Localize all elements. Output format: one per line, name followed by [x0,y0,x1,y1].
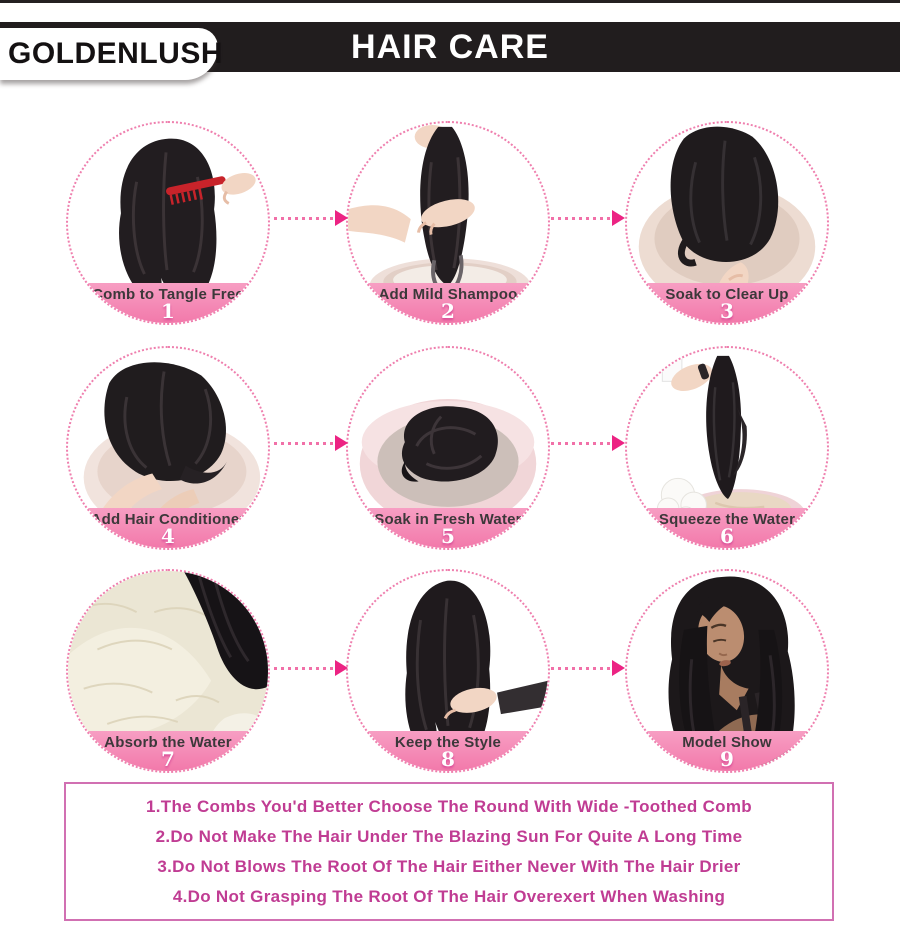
arrow-right-icon [274,660,348,676]
arrow-right-icon [274,435,348,451]
step-number: 9 [720,747,734,771]
arrow-right-icon [551,660,625,676]
step-5 [346,346,550,550]
step-number: 7 [161,747,175,771]
step-2-band [346,283,550,325]
step-4 [66,346,270,550]
step-label: Soak to Clear Up [665,286,789,303]
step-label: Model Show [682,734,772,751]
step-1-band [66,283,270,325]
step-7 [66,569,270,773]
step-number: 8 [441,747,455,771]
step-2-circle [346,121,550,325]
care-tip: 4.Do Not Grasping The Root Of The Hair Overexert When Washing [172,887,726,906]
top-border-line [0,0,900,3]
arrow-right-icon [551,435,625,451]
step-number: 4 [161,524,175,548]
step-number: 2 [441,299,455,323]
step-label: Soak in Fresh Water [374,511,522,528]
brand-name: GOLDENLUSH [8,37,223,70]
step-number: 3 [720,299,734,323]
page-title: HAIR CARE [351,28,549,66]
arrow-right-icon [274,210,348,226]
step-number: 6 [720,524,734,548]
step-number: 5 [441,524,455,548]
step-2 [346,121,550,325]
step-label: Absorb the Water [104,734,232,751]
step-label: Comb to Tangle Free [92,286,244,303]
step-9-circle [625,569,829,773]
step-label: Keep the Style [394,734,502,751]
step-number: 1 [161,299,175,323]
care-tip: 2.Do Not Make The Hair Under The Blazing Sun For Quite A Long Time [155,827,743,846]
step-6-band [625,508,829,550]
step-6 [625,346,829,550]
step-3-band [625,283,829,325]
arrow-right-icon [551,210,625,226]
step-8-circle [346,569,550,773]
step-label: Squeeze the Water [658,511,796,528]
step-4-circle [66,346,270,550]
step-3-circle [625,121,829,325]
step-6-circle [625,346,829,550]
step-9-band [625,731,829,773]
step-8 [346,569,550,773]
step-1 [66,121,270,325]
care-tip: 3.Do Not Blows The Root Of The Hair Either Never With The Hair Drier [157,857,741,876]
step-5-band [346,508,550,550]
step-8-band [346,731,550,773]
care-tip: 1.The Combs You'd Better Choose The Round With Wide -Toothed Comb [146,797,752,816]
step-9 [625,569,829,773]
step-7-band [66,731,270,773]
step-5-circle [346,346,550,550]
brand-logo [0,28,223,80]
care-tips-box [64,782,834,921]
step-4-band [66,508,270,550]
step-1-circle [66,121,270,325]
step-label: Add Mild Shampoo [378,286,518,303]
step-3 [625,121,829,325]
step-label: Add Hair Conditioner [90,511,246,528]
step-7-circle [66,569,270,773]
